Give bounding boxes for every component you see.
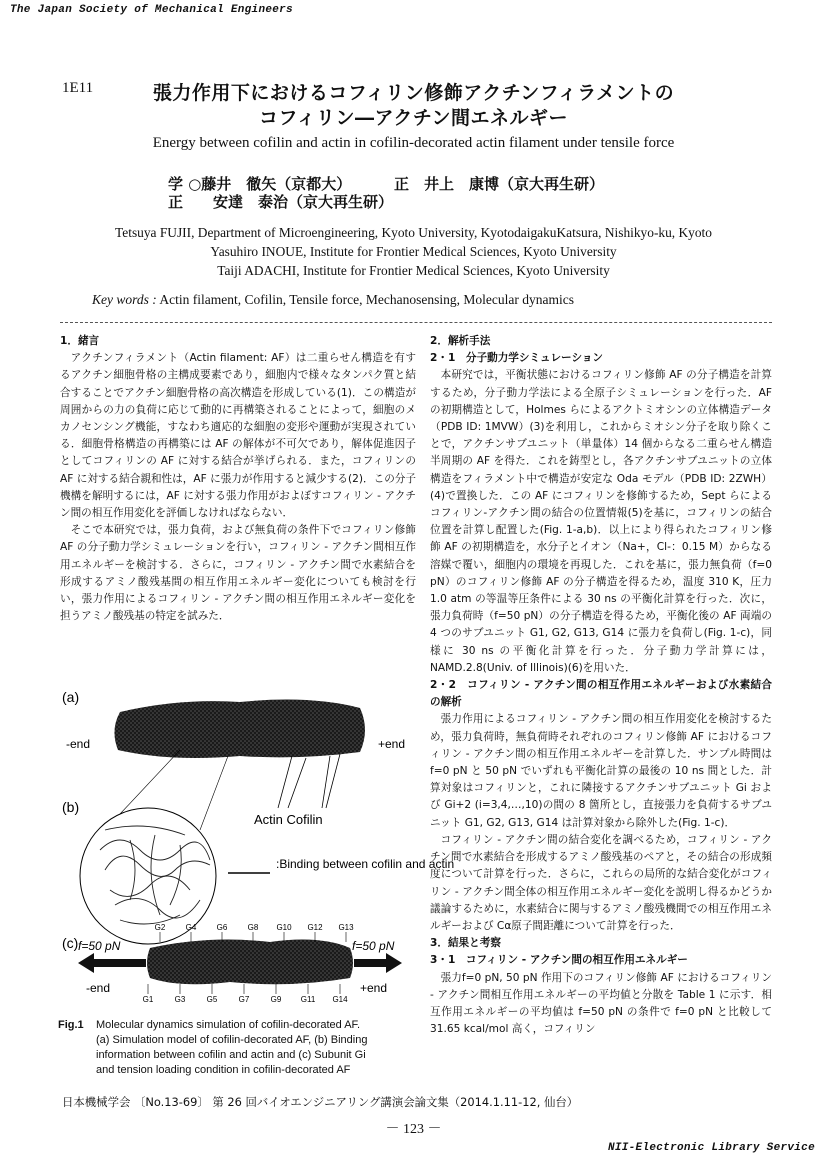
affiliation-1: Tetsuya FUJII, Department of Microengineering, Kyoto University, KyotodaigakuKatsura, Nishikyo-ku, Kyoto xyxy=(115,225,712,240)
subunit-label: G5 xyxy=(206,995,218,1004)
methods-paragraph-1: 本研究では，平衡状態におけるコフィリン修飾 AF の分子構造を計算するため，分子動力学法による全原子シミュレーションを行った．AF の初期構造として，Holmes らによるアクトミオシンの立体構造データ（PDB ID: 1MVW）(3)を利用し，これからミオシン分子を取り除くことで，アクチンサブユニット（単量体）14 個からなる二重らせん構造半周期の AF を得た．これを鋳型とし，各アクチンサブユニットの立体構造をフィラメント中で構造が安定な Oda モデル（PDB ID: 2ZWH）(4)で置換した．この AF にコフィリンを修飾するため，Sept らによるコフィリン-アクチン間の結合の位置情報(5)を基に，コフィリンの結合位置を計算し配置した(Fig. 1-a,b)．以上により得られたコフィリン修飾 AF の初期構造を，水分子とイオン（Na+，Cl-：0.15 M）からなる溶媒で覆い，細胞内の環境を再現した．これを基に，張力無負荷（f=0 pN）のコフィリン修飾 AF の分子構造を得るため，温度 310 K，圧力 1.0 atm の等温等圧条件による 30 ns の平衡化計算を行った．次に，張力負荷時（f=50 pN）の分子構造を得るため，平衡化後の AF 両端の 4 つのサブユニット G1, G2, G13, G14 に張力を負荷し(Fig. 1-c)，同様に 30 ns の平衡化計算を行った．分子動力学計算には，NAMD.2.8(Univ. of Illinois)(6)を用いた． xyxy=(430,369,772,674)
subunit-label: G8 xyxy=(247,923,259,932)
intro-paragraph-2: そこで本研究では，張力負荷，および無負荷の条件下でコフィリン修飾 AF の分子動力学シミュレーションを行い，コフィリン - アクチン間相互作用エネルギーを検討する．さらに，コフィリン - アクチン間で水素結合を形成するアミノ酸残基間の相互作用エネルギー変化についても検討を行い，張力作用によるコフィリン - アクチン間の相互作用エネルギー変化を担うアミノ酸残基の特定を試みた． xyxy=(60,524,416,623)
methods-paragraph-2: 張力作用によるコフィリン - アクチン間の相互作用変化を検討するため，張力負荷時，無負荷時それぞれのコフィリン修飾 AF におけるコフィリン - アクチン間の相互作用エネルギーを計算した．サンプル時間は f=0 pN と 50 pN でいずれも平衡化計算の最後の 10 ns 間とした．計算対象はコフィリンと，これに隣接するアクチンサブユニット Gi および Gi+2 (i=3,4,…,10)の間の 8 箇所とし，直接張力を負荷するサブユニット G1, G2, G13, G14 は計算対象から除外した(Fig. 1-c)． xyxy=(430,713,772,829)
methods-paragraph-3: コフィリン - アクチン間の結合変化を調べるため，コフィリン - アクチン間で水素結合を形成するアミノ酸残基のペアと，その結合の形成頻度について計算を行った．さらに，これらの局所的な結合変化がコフィリン - アクチン間全体の相互作用エネルギー変化を説明し得るかどうか議論するために，水素結合に関与するアミノ酸残機間での相互作用エネルギーおよび Cα原子間距離について計算を行った． xyxy=(430,833,772,932)
right-column xyxy=(430,333,772,1038)
force-arrow-left xyxy=(78,953,146,973)
subunit-labels-bottom xyxy=(143,984,348,1004)
section-2-2-heading: 2・2 コフィリン - アクチン間の相互作用エネルギーおよび水素結合の解析 xyxy=(430,679,772,709)
journal-header: The Japan Society of Mechanical Engineers xyxy=(10,4,293,16)
label-c: (c) xyxy=(62,935,79,951)
caption-line-1: Molecular dynamics simulation of cofilin-decorated AF. xyxy=(96,1019,361,1031)
title-ja-line1: 張力作用下におけるコフィリン修飾アクチンフィラメントの xyxy=(152,82,675,104)
figure-1-graphic xyxy=(60,680,455,1010)
title-ja-line2: コフィリン―アクチン間エネルギー xyxy=(259,107,568,129)
force-right-label: f=50 pN xyxy=(352,939,395,953)
paper-code: 1E11 xyxy=(62,80,94,96)
section-1-heading: 1．緒言 xyxy=(60,335,100,347)
minus-end-a: -end xyxy=(66,737,91,751)
section-2-heading: 2．解析手法 xyxy=(430,335,491,347)
subunit-label: G1 xyxy=(142,995,154,1004)
keywords-text: Actin filament, Cofilin, Tensile force, Mechanosensing, Molecular dynamics xyxy=(159,292,574,307)
page-number: － 123 － xyxy=(385,1122,442,1137)
caption-line-4: and tension loading condition in cofilin-decorated AF xyxy=(96,1064,351,1076)
authors-line1: 学 ○藤井 徹矢（京都大） 正 井上 康博（京大再生研） xyxy=(168,175,605,193)
subunit-label: G2 xyxy=(154,923,166,932)
subunit-label: G3 xyxy=(174,995,186,1004)
section-2-1-heading: 2・1 分子動力学シミュレーション xyxy=(430,352,604,365)
subunit-label: G14 xyxy=(332,995,348,1004)
subunit-label: G12 xyxy=(307,923,323,932)
authors-line2: 正 安達 泰治（京大再生研） xyxy=(168,193,394,211)
caption-line-3: information between cofilin and actin and (c) Subunit Gi xyxy=(96,1049,366,1061)
keywords xyxy=(92,292,574,308)
subunit-label: G4 xyxy=(185,923,197,932)
filament-model-a xyxy=(114,700,365,758)
title-en: Energy between cofilin and actin in cofilin-decorated actin filament under tensile force xyxy=(152,135,675,151)
proceedings-line: 日本機械学会 〔No.13-69〕 第 26 回バイオエンジニアリング講演会論文集（2014.1.11-12, 仙台） xyxy=(62,1095,579,1109)
figure-caption-label: Fig.1 xyxy=(58,1019,84,1031)
label-a: (a) xyxy=(62,689,80,705)
subunit-label: G7 xyxy=(238,995,250,1004)
section-3-heading: 3．結果と考察 xyxy=(430,937,501,950)
library-footer: NII-Electronic Library Service xyxy=(607,1142,815,1154)
divider xyxy=(60,322,772,323)
intro-paragraph-1: アクチンフィラメント（Actin filament: AF）は二重らせん構造を有するアクチン細胞骨格の主構成要素であり，細胞内で様々なタンパク質と結合することでアクチン細胞骨格の高次構造を形成している(1)．この構造が周囲からの力の負荷に応じて動的に再構築されることによって，細胞のメカノセンシング機能，すなわち適応的な細胞の変形や運動が実現されている．細胞骨格構造の再構築には AF の解体が不可欠であり，解体促進因子としてコフィリンの AF に対する結合が挙げられる．また，コフィリンの AF に対する結合親和性は，AF に張力が作用すると減少する(2)．この分子機構を解明するには，AF に対する張力作用がおよぼすコフィリン - アクチン間の相互作用変化を評価しなければならない． xyxy=(60,352,416,520)
plus-end-a: +end xyxy=(378,737,406,751)
force-arrow-right xyxy=(354,953,402,973)
subunit-labels-top xyxy=(155,923,354,942)
results-paragraph-1: 張力f=0 pN, 50 pN 作用下のコフィリン修飾 AF におけるコフィリン - アクチン間相互作用エネルギーの平均値と分散を Table 1 に示す．相互作用エネルギーの平均値は f=50 pN の条件で f=0 pN と比較して 31.65 kcal/mol 高く，コフィリン xyxy=(430,971,772,1036)
actin-cofilin-label: Actin Cofilin xyxy=(254,812,323,827)
subunit-label: G9 xyxy=(270,995,282,1004)
binding-label: :Binding between cofilin and actin xyxy=(276,857,455,871)
keywords-label: Key words : xyxy=(92,292,157,307)
affiliation-2: Yasuhiro INOUE, Institute for Frontier Medical Sciences, Kyoto University xyxy=(210,244,617,259)
figure-1 xyxy=(60,680,455,1010)
figure-caption xyxy=(58,1018,418,1078)
subunit-label: G6 xyxy=(216,923,228,932)
filament-model-c xyxy=(147,940,353,985)
plus-end-c: +end xyxy=(360,981,388,995)
subunit-label: G10 xyxy=(276,923,292,932)
left-column xyxy=(60,333,416,625)
label-b: (b) xyxy=(62,799,80,815)
protein-structure xyxy=(100,826,210,924)
affiliation-3: Taiji ADACHI, Institute for Frontier Medical Sciences, Kyoto University xyxy=(217,263,610,278)
force-left-label: f=50 pN xyxy=(78,939,121,953)
subunit-label: G13 xyxy=(338,923,354,932)
minus-end-c: -end xyxy=(86,981,111,995)
section-3-1-heading: 3・1 コフィリン - アクチン間の相互作用エネルギー xyxy=(430,954,688,967)
subunit-label: G11 xyxy=(300,995,316,1004)
caption-line-2: (a) Simulation model of cofilin-decorated AF, (b) Binding xyxy=(96,1034,368,1046)
